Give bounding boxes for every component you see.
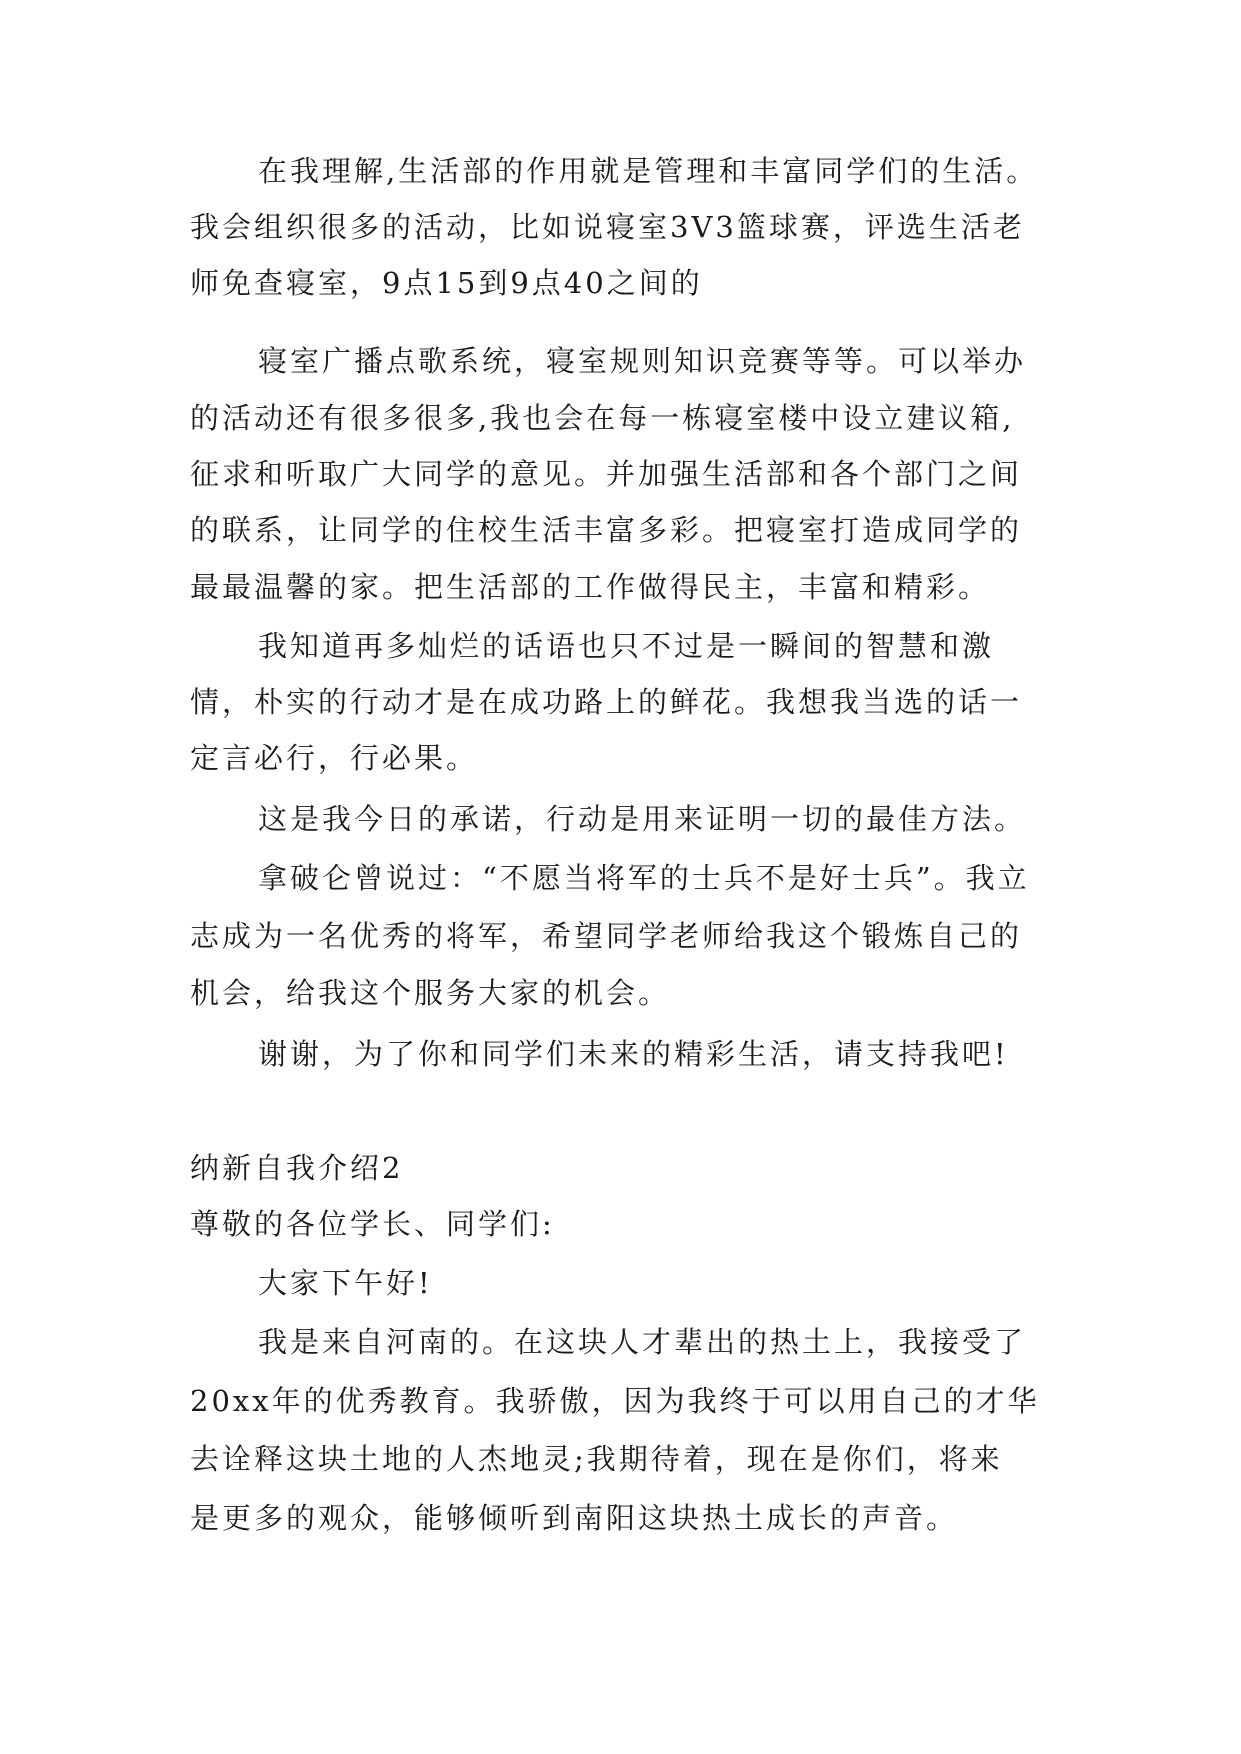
- paragraph-line: 这是我今日的承诺，行动是用来证明一切的最佳方法。: [258, 802, 1027, 836]
- paragraph-line: 我是来自河南的。在这块人才辈出的热土上，我接受了: [258, 1325, 1027, 1359]
- paragraph-line: 志成为一名优秀的将军，希望同学老师给我这个锻炼自己的: [190, 919, 1023, 953]
- paragraph-line: 的联系，让同学的住校生活丰富多彩。把寝室打造成同学的: [190, 513, 1023, 547]
- salutation: 尊敬的各位学长、同学们:: [190, 1207, 555, 1241]
- paragraph-line: 我会组织很多的活动，比如说寝室3V3篮球赛，评选生活老: [190, 210, 1025, 244]
- paragraph-line: 在我理解,生活部的作用就是管理和丰富同学们的生活。: [258, 154, 1039, 188]
- paragraph-line: 20xx年的优秀教育。我骄傲，因为我终于可以用自己的才华: [190, 1384, 1040, 1418]
- paragraph-line: 寝室广播点歌系统，寝室规则知识竞赛等等。可以举办: [258, 344, 1027, 378]
- paragraph-line: 师免查寝室，9点15到9点40之间的: [190, 266, 703, 300]
- paragraph-line: 我知道再多灿烂的话语也只不过是一瞬间的智慧和激: [258, 629, 995, 663]
- paragraph-line: 定言必行，行必果。: [190, 741, 479, 775]
- section-title: 纳新自我介绍2: [190, 1151, 404, 1185]
- paragraph-line: 机会，给我这个服务大家的机会。: [190, 976, 671, 1010]
- paragraph-line: 是更多的观众，能够倾听到南阳这块热土成长的声音。: [190, 1501, 959, 1535]
- paragraph-line: 去诠释这块土地的人杰地灵;我期待着，现在是你们，将来: [190, 1442, 1003, 1476]
- greeting: 大家下午好!: [258, 1266, 433, 1300]
- paragraph-line: 谢谢，为了你和同学们未来的精彩生活，请支持我吧!: [258, 1037, 1009, 1071]
- paragraph-line: 情，朴实的行动才是在成功路上的鲜花。我想我当选的话一: [190, 685, 1023, 719]
- paragraph-line: 拿破仑曾说过：“不愿当将军的士兵不是好士兵”。我立: [258, 861, 1030, 895]
- paragraph-line: 征求和听取广大同学的意见。并加强生活部和各个部门之间: [190, 457, 1023, 491]
- paragraph-line: 的活动还有很多很多,我也会在每一栋寝室楼中设立建议箱,: [190, 401, 1015, 435]
- paragraph-line: 最最温馨的家。把生活部的工作做得民主，丰富和精彩。: [190, 570, 991, 604]
